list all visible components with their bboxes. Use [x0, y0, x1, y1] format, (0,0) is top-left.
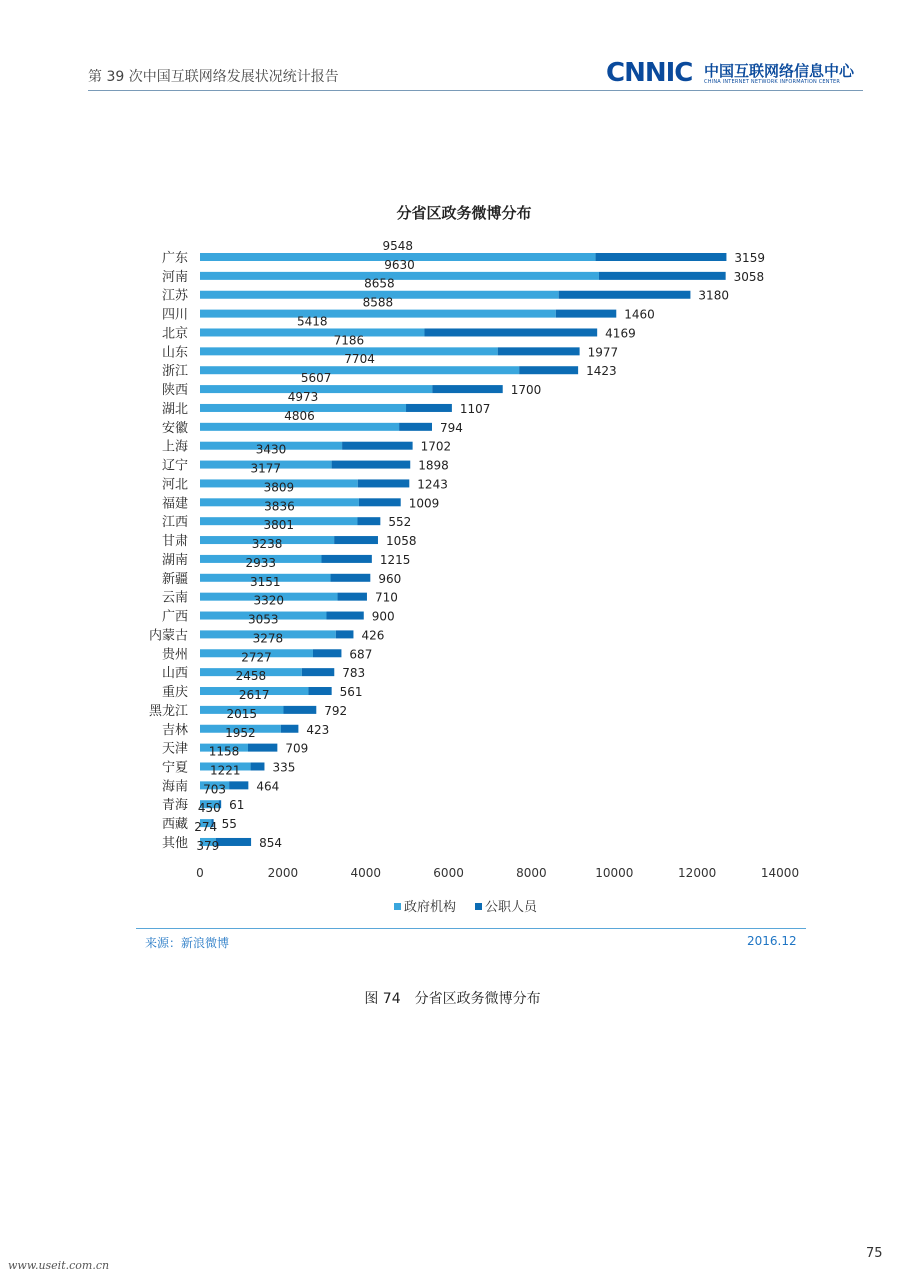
category-label: 安徽 — [161, 420, 188, 436]
bar-segment-staff — [336, 630, 354, 638]
bar-segment-gov — [200, 328, 424, 336]
data-label-staff: 55 — [221, 817, 237, 832]
data-label-gov: 3320 — [253, 593, 285, 608]
data-label-staff: 1009 — [408, 496, 440, 511]
data-label-staff: 1215 — [379, 552, 411, 567]
data-label-staff: 1243 — [417, 477, 448, 492]
data-label-gov: 5607 — [300, 371, 332, 386]
bar-segment-staff — [358, 479, 409, 487]
x-axis-ticks — [196, 866, 799, 880]
chart-bars — [149, 239, 765, 853]
page-number: 75 — [866, 1246, 883, 1261]
data-label-staff: 3058 — [733, 269, 765, 284]
bar-segment-staff — [399, 423, 432, 431]
category-label: 宁夏 — [161, 760, 188, 776]
bar-segment-staff — [313, 649, 341, 657]
bar-segment-staff — [359, 498, 401, 506]
data-label-gov: 3238 — [251, 537, 283, 552]
bar-segment-staff — [334, 536, 378, 544]
data-label-gov: 8658 — [364, 276, 395, 291]
figure-caption — [0, 988, 905, 1008]
chart-title: 分省区政务微博分布 — [396, 204, 532, 222]
data-label-gov: 2617 — [238, 688, 270, 703]
category-label: 云南 — [161, 590, 188, 606]
category-label: 天津 — [161, 741, 188, 757]
data-label-gov: 9630 — [384, 257, 415, 272]
category-label: 辽宁 — [161, 458, 188, 474]
data-label-staff: 792 — [324, 703, 348, 718]
source-date: 2016.12 — [747, 934, 797, 948]
data-label-gov: 2458 — [235, 669, 267, 684]
data-label-staff: 464 — [256, 779, 280, 794]
data-label-gov: 3151 — [249, 574, 281, 589]
category-label: 广西 — [161, 609, 188, 625]
category-label: 海南 — [161, 779, 188, 795]
data-label-gov: 9548 — [382, 239, 414, 253]
category-label: 山西 — [161, 666, 188, 682]
category-label: 上海 — [161, 439, 188, 455]
data-label-staff: 710 — [374, 590, 398, 605]
data-label-staff: 960 — [378, 571, 402, 586]
bar-segment-gov — [200, 366, 519, 374]
logo-chinese-name: 中国互联网络信息中心 — [704, 62, 855, 80]
x-tick-label: 0 — [196, 866, 204, 880]
x-tick-label: 4000 — [350, 866, 381, 880]
legend-label-gov: 政府机构 — [404, 900, 457, 915]
data-label-staff: 1700 — [510, 383, 542, 398]
data-label-gov: 2727 — [241, 650, 272, 665]
logo-mark: CNNIC — [606, 58, 693, 88]
chart-legend — [394, 899, 538, 915]
category-label: 黑龙江 — [148, 703, 188, 719]
data-label-gov: 1221 — [210, 763, 241, 778]
bar-segment-gov — [200, 423, 399, 431]
bar-segment-staff — [332, 461, 411, 469]
figure-number: 图 74 — [364, 991, 401, 1007]
bar-segment-gov — [200, 310, 556, 318]
x-tick-label: 2000 — [267, 866, 299, 880]
data-label-gov: 1952 — [225, 725, 256, 740]
category-label: 其他 — [161, 835, 188, 851]
bar-segment-staff — [229, 781, 248, 789]
category-label: 吉林 — [161, 722, 188, 738]
data-label-gov: 4973 — [287, 389, 319, 404]
bar-segment-staff — [342, 442, 413, 450]
data-label-gov: 4806 — [284, 408, 315, 423]
bar-segment-staff — [559, 291, 691, 299]
category-label: 青海 — [161, 798, 188, 814]
bar-segment-gov — [200, 272, 599, 280]
data-label-staff: 1423 — [586, 364, 617, 379]
data-label-staff: 687 — [349, 647, 373, 662]
data-label-staff: 335 — [272, 760, 296, 775]
data-label-staff: 1058 — [385, 534, 417, 549]
data-label-staff: 1460 — [624, 307, 655, 322]
bar-segment-staff — [302, 668, 334, 676]
watermark: www.useit.com.cn — [8, 1259, 110, 1272]
category-label: 甘肃 — [161, 534, 188, 550]
data-label-staff: 1702 — [420, 439, 452, 454]
data-label-gov: 450 — [197, 801, 221, 816]
data-label-staff: 900 — [371, 609, 395, 624]
logo-english-name: CHINA INTERNET NETWORK INFORMATION CENTER — [704, 79, 841, 85]
x-tick-label: 8000 — [516, 866, 547, 880]
bar-segment-staff — [216, 838, 251, 846]
category-label: 重庆 — [161, 685, 188, 701]
data-label-staff: 1977 — [587, 345, 619, 360]
data-label-gov: 8588 — [362, 295, 394, 310]
bar-segment-staff — [498, 347, 580, 355]
data-label-staff: 561 — [339, 685, 363, 700]
data-label-staff: 552 — [388, 515, 412, 530]
data-label-gov: 5418 — [296, 314, 328, 329]
data-label-gov: 3430 — [255, 442, 287, 457]
bar-segment-staff — [283, 706, 316, 714]
data-label-staff: 794 — [440, 420, 463, 435]
source-label: 来源：新浪微博 — [145, 936, 230, 950]
source-divider — [136, 928, 806, 929]
bar-segment-staff — [599, 272, 726, 280]
legend-swatch-staff — [475, 903, 482, 910]
category-label: 湖北 — [161, 401, 188, 417]
bar-segment-staff — [432, 385, 502, 393]
figure-caption-text: 分省区政务微博分布 — [414, 991, 541, 1007]
x-tick-label: 10000 — [595, 866, 634, 880]
data-label-gov: 2015 — [226, 706, 258, 721]
data-label-gov: 7704 — [344, 352, 375, 367]
category-label: 福建 — [161, 496, 188, 512]
data-label-gov: 379 — [196, 838, 220, 853]
x-tick-label: 6000 — [433, 866, 464, 880]
category-label: 湖南 — [161, 552, 188, 568]
category-label: 西藏 — [161, 817, 188, 833]
category-label: 新疆 — [161, 571, 188, 587]
x-tick-label: 12000 — [678, 866, 717, 880]
data-label-gov: 3278 — [252, 631, 284, 646]
data-label-staff: 709 — [285, 741, 309, 756]
data-label-staff: 1898 — [418, 458, 449, 473]
category-label: 江西 — [161, 515, 188, 531]
data-label-gov: 274 — [194, 820, 218, 835]
data-label-staff: 3159 — [734, 251, 765, 265]
bar-segment-staff — [251, 762, 265, 770]
data-label-gov: 2933 — [245, 555, 277, 570]
bar-segment-staff — [322, 555, 372, 563]
data-label-gov: 3836 — [264, 499, 295, 514]
category-label: 贵州 — [161, 647, 188, 663]
bar-segment-staff — [357, 517, 380, 525]
category-label: 内蒙古 — [148, 628, 188, 644]
data-label-gov: 3177 — [250, 461, 282, 476]
data-label-staff: 423 — [306, 722, 330, 737]
category-label: 河北 — [161, 477, 188, 493]
data-label-staff: 426 — [361, 628, 385, 643]
category-label: 北京 — [161, 326, 188, 342]
legend-swatch-gov — [394, 903, 401, 910]
x-tick-label: 14000 — [760, 866, 800, 880]
data-label-staff: 4169 — [605, 326, 636, 341]
bar-segment-staff — [556, 310, 616, 318]
data-label-gov: 3801 — [263, 518, 295, 533]
data-label-staff: 854 — [259, 835, 282, 850]
data-label-staff: 3180 — [698, 288, 729, 303]
data-label-staff: 783 — [342, 666, 366, 681]
bar-segment-staff — [338, 593, 367, 601]
category-label: 浙江 — [161, 364, 188, 380]
bar-segment-staff — [308, 687, 331, 695]
report-title: 第 39 次中国互联网络发展状况统计报告 — [88, 69, 339, 85]
category-label: 江苏 — [161, 288, 188, 304]
category-label: 河南 — [161, 269, 188, 285]
bar-segment-staff — [406, 404, 452, 412]
data-label-gov: 703 — [203, 782, 227, 797]
category-label: 陕西 — [161, 383, 188, 399]
data-label-gov: 3809 — [263, 480, 295, 495]
category-label: 山东 — [161, 345, 188, 361]
bar-segment-staff — [281, 725, 299, 733]
data-label-gov: 1158 — [208, 744, 240, 759]
data-label-gov: 7186 — [333, 333, 365, 348]
bar-segment-staff — [519, 366, 578, 374]
category-label: 广东 — [161, 251, 188, 266]
bar-segment-staff — [331, 574, 371, 582]
bar-segment-staff — [424, 328, 597, 336]
legend-label-staff: 公职人员 — [485, 900, 538, 915]
bar-segment-staff — [596, 253, 727, 261]
data-label-staff: 1107 — [459, 401, 491, 416]
data-label-staff: 61 — [229, 798, 245, 813]
bar-segment-staff — [248, 744, 277, 752]
data-label-gov: 3053 — [247, 612, 279, 627]
bar-segment-staff — [326, 612, 363, 620]
category-label: 四川 — [161, 307, 188, 323]
